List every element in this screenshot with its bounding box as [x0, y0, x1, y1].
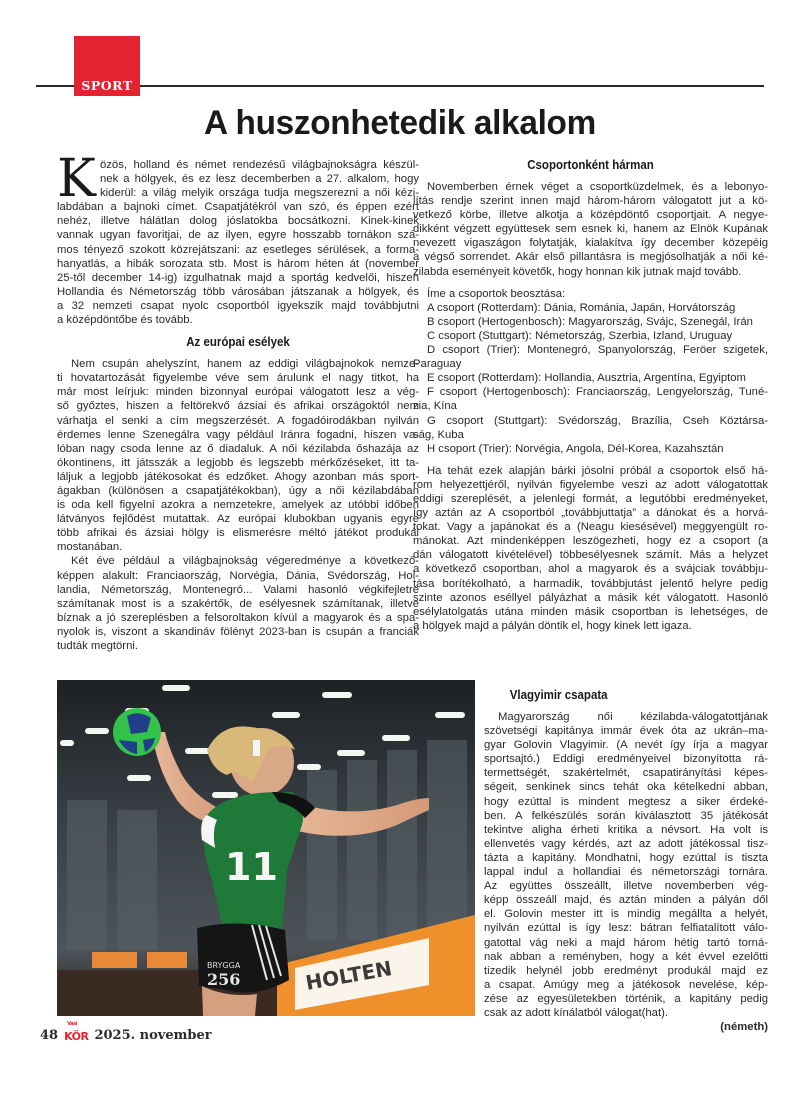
text-line: sportsajtó.) Eddigi eredményeivel bizonyította rá- [484, 753, 768, 766]
page-footer [40, 1021, 212, 1043]
text-line: lappal indul a hollandiai és németországi tornára. [484, 866, 768, 879]
text-line: ségeit, senkinek sincs tehát oka kételkedni abban, [484, 781, 768, 794]
intro-paragraph [57, 149, 419, 327]
text-line: lóban nagy csoda lenne az ő diadaluk. A női kézilabda őshazája az [57, 442, 419, 455]
text-line: is oda kell figyelni azokra a nemzetekre, amelyek az utóbbi időben [57, 499, 419, 512]
group-line: H csoport (Trier): Norvégia, Angola, Dél-Korea, Kazahsztán [427, 442, 724, 455]
text-line: mos tényező szokott közrejátszani: az esetleges sérülések, a forma- [57, 243, 419, 256]
text-line: hogy ezúttal is mindent megtesz a siker érdeké- [484, 795, 768, 808]
text-line: labdában a bajnoki címet. Csapatjátékról van szó, és éppen ezért [57, 201, 419, 214]
text-line: látványos fejlődést mutattak. Az európai klubokban ugyanis egyre [57, 513, 419, 526]
text-line: számítanak most is a szakértők, de esélyesnek számítanak, illetve [57, 597, 419, 610]
text-line: szövetségi kapitánya immár évek óta az ukrán–ma- [484, 725, 768, 738]
text-line: Novemberben érnek véget a csoportküzdelmek, és a lebonyo- [427, 181, 768, 193]
text-line: több afrikai és ázsiai hölgy is elismerésre méltó játékot produkál [57, 527, 419, 540]
text-line: tizedik helynél jobb eredményt produkál majd ez [484, 964, 768, 977]
text-line: Ha tehát ezek alapján bárki jósolni próbál a csoportok első há- [427, 464, 768, 477]
text-line: mánokat. Azt mindenképpen leszögezheti, hogy ez a csoport (a [413, 535, 768, 548]
text-line: képp összeáll majd, és aztán minden a pályán dől [484, 894, 768, 907]
text-line: nyolok is, viszont a skandináv fölényt 2023-ban is csupán a franciák [57, 625, 419, 638]
text-line: landia, Németország, Montenegró... Valami hasonló végkifejletre [57, 583, 419, 596]
text-line: rom helyezettjéről, nyilván figyelembe veszi az adott válogatottak [413, 478, 768, 491]
drop-cap: K [57, 149, 96, 209]
text-line: a középdöntőbe és tovább. [57, 314, 193, 327]
text-line: el. Golovin mester itt is mindig megállta a helyét, [484, 908, 768, 921]
text-line: vannak ugyan favoritjai, de az ilyen, egyre hosszabb tornákon szá- [57, 229, 419, 242]
text-line: 25-től december 14-ig) izgulhatnak majd a sportág kedvelői, hiszen [57, 271, 419, 284]
text-line: nek a hölgyek, és ez lesz decemberben a 27. alkalom, hogy [100, 173, 419, 186]
text-line: ókontinens, itt játsszák a legjobb és legszebb mérkőzéseket, itt ta- [57, 456, 419, 469]
byline: (németh) [720, 1021, 768, 1034]
subhead-groups: Csoportonként hárman [527, 158, 654, 172]
article-headline: A huszonhetedik alkalom [204, 104, 596, 142]
paragraph [484, 710, 768, 1020]
paragraph [57, 554, 419, 653]
text-line: bíznak a jó szereplésben a felsoroltakon kívül a magyarok és a spa- [57, 611, 419, 624]
text-line: ső győztes, hiszen a feltörekvő ázsiai és afrikai országoktól nem [57, 400, 419, 413]
text-line: Az együttes összeállt, illetve novemberben vég- [484, 880, 768, 893]
text-line: tokat. Vagy a japánokat és a (Neagu kiesésével) meggyengült ro- [413, 521, 768, 534]
group-line: C csoport (Stuttgart): Németország, Szerbia, Izland, Uruguay [427, 329, 733, 342]
text-line: várhatja el senki a cím megszerzését. A fogadóirodákban nyilván [57, 414, 419, 427]
text-line: szinte azonos eséllyel pályázhat a másik két válogatott. Hasonló [413, 591, 768, 604]
text-line: a következő csoportban, ahol a magyarok és a svájciak továbbju- [413, 563, 768, 576]
text-line: képpen alakult: Franciaország, Norvégia, Dánia, Svédország, Hol- [57, 569, 419, 582]
text-line: a hölgyek majd a pályán döntik el, hogy kinek lett igaza. [413, 619, 692, 632]
left-column [57, 149, 419, 653]
text-line: esélylatolgatás utána minden másik csoportban is lehetséges, de [413, 605, 768, 618]
text-line: ellenvetés vagy kérdés, azt az adott játékossal tisz- [484, 837, 768, 850]
right-column [413, 158, 768, 633]
paragraph [57, 357, 419, 554]
text-line: tekintve aligha érheti kritika a névsort. Ha volt is [484, 823, 768, 836]
issue-date: 2025. november [94, 1027, 212, 1043]
subhead-european-chances: Az európai esélyek [186, 335, 290, 350]
text-line: nevezett vigaszágon folytatják, kialakítva így december közepéig [413, 237, 768, 250]
text-line: láljuk a legjobb játékosokat és edzőket. Ahogy azonban más sport- [57, 470, 419, 483]
subhead-vlagyimir: Vlagyimir csapata [509, 688, 608, 702]
banner-text: HOLTEN [303, 956, 394, 995]
bottom-right-column [484, 688, 768, 1034]
group-line: ság, Kuba [413, 428, 464, 441]
logo-superscript: Vasi [67, 1021, 77, 1027]
group-line: G csoport (Stuttgart): Svédország, Brazília, Cseh Köztársa- [427, 414, 768, 427]
text-line: Nem csupán ahelyszínt, hanem az eddigi világbajnokok nemze- [71, 358, 419, 371]
section-label: SPORT [81, 78, 133, 93]
text-line: nyilván ezúttal is így lesz: bátran felfiatalított válo- [484, 922, 768, 935]
handball-player-photo [57, 680, 475, 1016]
text-line: ti hovatartozását figyelembe véve sem árulunk el nagy titkot, ha [57, 372, 419, 385]
magazine-logo [64, 1021, 89, 1043]
group-line: A csoport (Rotterdam): Dánia, Románia, Japán, Horvátország [427, 301, 736, 314]
shorts-number: 256 [207, 970, 241, 989]
group-line: B csoport (Hertogenbosch): Magyarország, Svájc, Szenegál, Irán [427, 315, 753, 328]
text-line: tudták megtörni. [57, 640, 139, 652]
group-line: Paraguay [413, 358, 462, 371]
paragraph [413, 464, 768, 633]
groups-list [413, 301, 768, 456]
text-line: csak az adott kínálatból válogat(hat). [484, 1006, 668, 1019]
text-line: a 32 nemzeti csapat nyolc csoportból igyekszik majd továbbjutni [57, 299, 419, 312]
paragraph [413, 180, 768, 279]
text-line: tása borítékolható, a harmadik, továbbjutást jelentő helyre pedig [413, 577, 768, 590]
jersey-number: 11 [225, 845, 278, 889]
text-line: tázta a kapitány. Mondhatni, hogy ezúttal is tiszta [484, 851, 768, 864]
text-line: Hollandia és Németország több városában játszanak a hölgyek, és [57, 285, 419, 298]
text-line: nehéz, illetve hálátlan dolog jóslatokba bocsátkozni. Kinek-kinek [57, 215, 419, 228]
text-line: vetkező körbe, illetve alkotja a középdöntő csoportjait. A negye- [413, 209, 768, 222]
text-line: a csapat. Amúgy meg a játékosok nevelése, kép- [484, 978, 768, 991]
logo-text: KÖR [64, 1030, 89, 1043]
text-line: ben. A felkészülés során kiválasztott 35 játékosát [484, 809, 768, 822]
text-line: ágakban (különösen a csapatjátékokban), úgy a női kézilabdában [57, 484, 419, 497]
text-line: dikként végzett együttesek sem esnek ki, hanem az Elnök Kupának [413, 223, 768, 236]
shorts-text: BRYGGA [207, 961, 241, 970]
text-line: lítás rendje szerint innen majd három-három válogatott jut a kö- [413, 195, 768, 208]
text-line: eddigi szereplését, a jelenlegi formát, a legutóbbi eredményeket, [413, 492, 768, 505]
text-line: érdemes lenne Szenegálra vagy például Iránra fogadni, hiszen va- [57, 428, 419, 441]
group-line: zia, Kína [413, 400, 457, 413]
text-line: így aztán az A csoportból „továbbjuttatja” a dánokat és a horvá- [413, 507, 768, 520]
group-line: E csoport (Rotterdam): Hollandia, Ausztria, Argentína, Egyiptom [427, 372, 746, 385]
text-line: zése az egyesületekben történik, a kapitány pedig [484, 992, 768, 1005]
text-line: gyar Golovin Vlagyimir. (A nevét így írja a magyar [484, 739, 768, 752]
section-tab [74, 36, 140, 96]
text-line: hanyatlás, a hibák sorozata stb. Most is három héten át (november [57, 257, 419, 270]
page-number: 48 [40, 1027, 59, 1043]
text-line: gatottal vág neki a majd három hétig tartó torná- [484, 936, 768, 949]
text-line: Magyarország női kézilabda-válogatottjának [498, 711, 768, 723]
group-line: F csoport (Hertogenbosch): Franciaország, Lengyelország, Tuné- [427, 386, 768, 399]
text-line: Két éve például a világbajnokság végeredménye a következő- [71, 555, 419, 568]
groups-intro: Íme a csoportok beosztása: [427, 287, 566, 300]
group-line: D csoport (Trier): Montenegró, Spanyolország, Feröer szigetek, [427, 344, 768, 357]
text-line: termettségét, szakértelmét, csapatirányítási képes- [484, 767, 768, 780]
text-line: már most leírjuk: minden bizonnyal európai válogatott lesz a vég- [57, 386, 419, 399]
text-line: dán válogatott kivételével) többesélyesnek számít. Más a helyzet [413, 549, 768, 562]
text-line: mostanában. [57, 541, 123, 554]
text-line: nak abban a reményben, hogy a két évvel ezelőtti [484, 950, 768, 963]
text-line: zilabda eseményeit követők, hogy honnan kik jutnak majd tovább. [413, 265, 742, 278]
text-line: kiderül: a világ melyik országa tudja megszerezni a női kézi- [100, 187, 419, 200]
text-line: özös, holland és német rendezésű világbajnokságra készül- [100, 159, 419, 171]
header-rule [36, 85, 764, 87]
text-line: a végső sorrendet. Akár első pillantásra is megjósolhatják a női ké- [413, 251, 768, 264]
